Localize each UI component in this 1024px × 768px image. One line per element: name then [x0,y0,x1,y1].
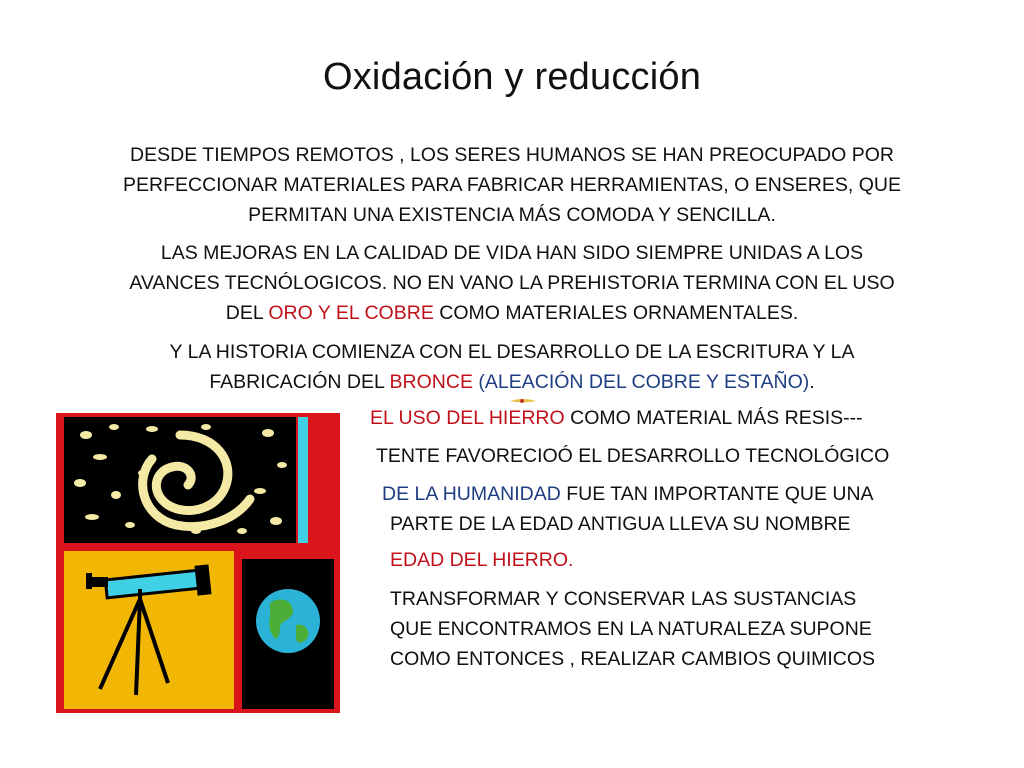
highlight-bronze: BRONCE [389,371,473,393]
iron-line-4: PARTE DE LA EDAD ANTIGUA LLEVA SU NOMBRE [390,513,851,535]
paragraph-intro-line: DESDE TIEMPOS REMOTOS , LOS SERES HUMANOS SE HAN PREOCUPADO POR [130,144,894,166]
highlight-iron-use: EL USO DEL HIERRO [370,407,565,429]
transform-line-2: QUE ENCONTRAMOS EN LA NATURALEZA SUPONE [390,618,872,640]
highlight-alloy: (ALEACIÓN DEL COBRE Y ESTAÑO) [472,371,810,393]
text-segment: FABRICACIÓN DEL [209,371,390,393]
text-segment: DEL [225,302,269,324]
paragraph-line: LAS MEJORAS EN LA CALIDAD DE VIDA HAN SIDO SIEMPRE UNIDAS A LOS [160,242,864,264]
text-segment: . [809,371,815,393]
iron-line-1 [370,403,863,433]
slide-title: Oxidación y reducción [322,56,702,98]
paragraph-history [70,337,954,397]
highlight-gold-copper: ORO Y EL COBRE [268,302,434,324]
transform-line-3: COMO ENTONCES , REALIZAR CAMBIOS QUIMICOS [390,648,876,670]
paragraph-line: Y LA HISTORIA COMIENZA CON EL DESARROLLO DE LA ESCRITURA Y LA [169,341,855,363]
iron-line-3 [382,479,874,509]
paragraph-intro-line: PERFECCIONAR MATERIALES PARA FABRICAR HERRAMIENTAS, O ENSERES, QUE [123,174,901,196]
paragraph-line [70,298,954,328]
paragraph-intro [70,140,954,230]
highlight-humanity: DE LA HUMANIDAD [382,483,561,505]
text-segment: COMO MATERIALES ORNAMENTALES. [433,302,799,324]
text-segment: FUE TAN IMPORTANTE QUE UNA [560,483,874,505]
paragraph-line: AVANCES TECNÓLOGICOS. NO EN VANO LA PREHISTORIA TERMINA CON EL USO [129,272,895,294]
paragraph-improvements [70,238,954,328]
paragraph-line [70,367,954,397]
paragraph-intro-line: PERMITAN UNA EXISTENCIA MÁS COMODA Y SENCILLA. [248,204,776,226]
iron-line-2: TENTE FAVORECIOÓ EL DESARROLLO TECNOLÓGICO [376,445,890,467]
transform-line-1: TRANSFORMAR Y CONSERVAR LAS SUSTANCIAS [390,588,857,610]
telescope-galaxy-clipart-icon [56,413,340,713]
text-segment: COMO MATERIAL MÁS RESIS--- [564,407,863,429]
iron-age-label: EDAD DEL HIERRO. [390,549,574,571]
